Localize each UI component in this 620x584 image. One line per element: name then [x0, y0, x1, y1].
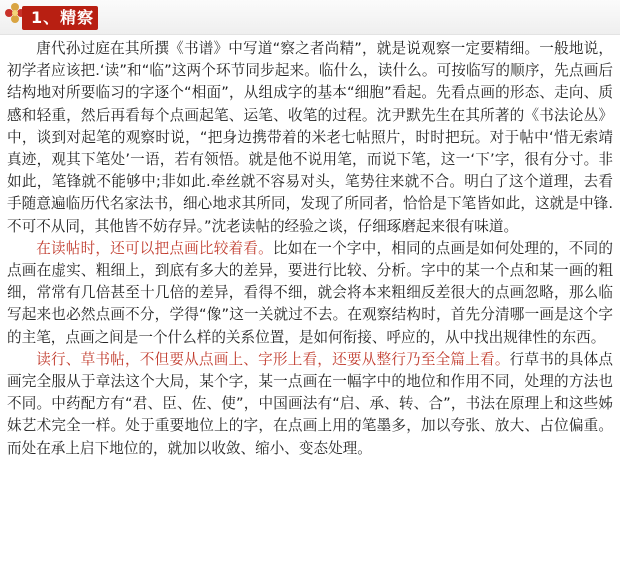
section-title: 1、精察: [31, 8, 95, 27]
paragraph-text: 行草书的具体点画完全服从于章法这个大局，某个字，某一点画在一幅字中的地位和作用不同，处理的方法也不同。中药配方有“君、臣、佐、使”，中国画法有“启、承、转、合”，书法在原理上和这些姊妹艺术完全一样。处于重要地位上的字，在点画上用的笔墨多，加以夸张、放大、占位偏重。而处在承上启下地位的，就加以收敛、缩小、变态处理。: [7, 350, 613, 457]
paragraph: [7, 349, 613, 460]
paragraph-text: 唐代孙过庭在其所撰《书谱》中写道“察之者尚精”，就是说观察一定要精细。一般地说，初学者应该把.‘读”和“临”这两个环节同步起来。临什么，读什么。可按临写的顺序，先点画后结构地对所要临习的字逐个“相面”，从组成字的基本“细胞”看起。先看点画的形态、走向、质感和轻重，然后再看每个点画起笔、运笔、收笔的过程。沈尹默先生在其所著的《书法论丛》中，谈到对起笔的观察时说，“把身边携带着的米老七帖照片，时时把玩。对于帖中‘惜无索靖真迹，观其下笔处’一语，若有领悟。就是他不说用笔，而说下笔，这一‘下’字，很有分寸。非如此，笔锋就不能够中;非如此.牵丝就不容易对头，笔势往来就不合。明白了这个道理，去看手随意遍临历代名家法书，细心地求其所同，发现了所同者，恰恰是下笔皆如此，这就是中锋.不可不从同，其他皆不妨存异。”沈老读帖的经验之谈，仔细琢磨起来很有味道。: [7, 40, 613, 235]
paragraph: [7, 238, 613, 349]
highlighted-text: 读行、草书帖，不但要从点画上、字形上看，还要从整行乃至全篇上看。: [36, 350, 510, 368]
paragraph-text: 比如在一个字中，相同的点画是如何处理的，不同的点画在虚实、粗细上，到底有多大的差异，要进行比较、分析。字中的某一个点和某一画的粗细，常常有几倍甚至十几倍的差异，看得不细，就会将本来粗细反差很大的点画忽略，那么临写起来也必然点画不分，学得“像”这一关就过不去。在观察结构时，首先分清哪一画是这个字的主笔，点画之间是一个什么样的关系位置，是如何衔接、呼应的，从中找出规律性的东西。: [7, 239, 613, 346]
section-title-tag: [22, 6, 98, 30]
paragraph: [7, 38, 613, 238]
article-body: [7, 38, 613, 460]
highlighted-text: 在读帖时，还可以把点画比较着看。: [36, 239, 273, 257]
section-heading-bar: [0, 0, 620, 35]
